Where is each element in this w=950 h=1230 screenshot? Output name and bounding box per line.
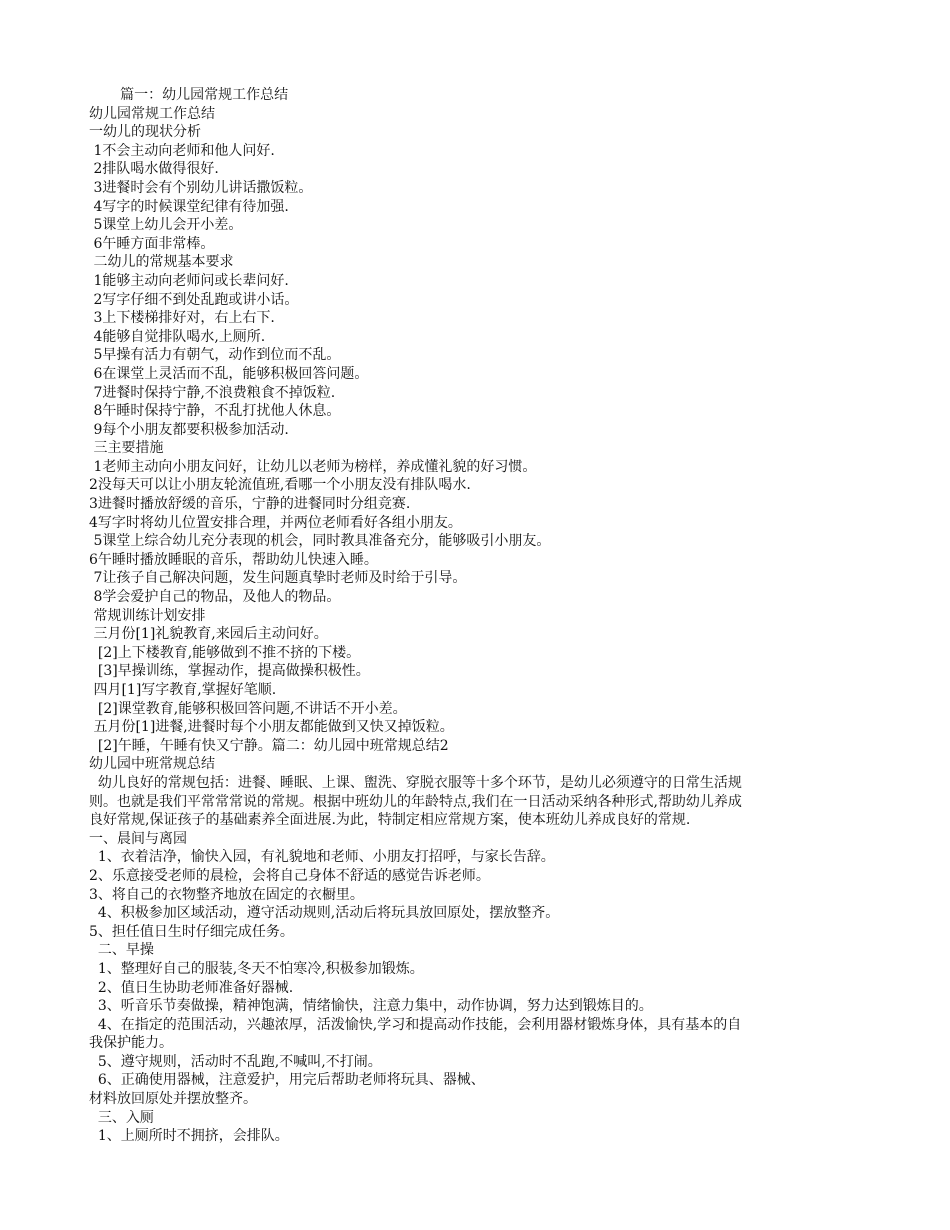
text-line: 三主要措施 [89, 440, 164, 457]
text-line: 篇一：幼儿园常规工作总结 [89, 87, 289, 103]
text-line: 2、乐意接受老师的晨检，会将自己身体不舒适的感觉告诉老师。 [89, 867, 490, 884]
text-line: 五月份[1]进餐,进餐时每个小朋友都能做到又快又掉饭粒。 [89, 719, 454, 736]
text-line: 6、正确使用器械，注意爱护，用完后帮助老师将玩具、器械、 [89, 1072, 485, 1089]
text-line: 7进餐时保持宁静,不浪费粮食不掉饭粒. [89, 384, 336, 401]
text-line: 幼儿园常规工作总结 [89, 105, 215, 122]
text-line: 幼儿园中班常规总结 [89, 756, 215, 773]
text-line: 3、听音乐节奏做操，精神饱满，情绪愉快，注意力集中，动作协调，努力达到锻炼目的。 [89, 998, 653, 1015]
text-line: 四月[1]写字教育,掌握好笔顺. [89, 682, 277, 698]
text-line: 幼儿良好的常规包括：进餐、睡眠、上课、盥洗、穿脱衣服等十多个环节，是幼儿必须遵守的日常生活规 [89, 774, 742, 791]
text-line: 2没每天可以让小朋友轮流值班,看哪一个小朋友没有排队喝水. [89, 477, 471, 494]
text-line: 4能够自觉排队喝水,上厕所. [89, 328, 266, 345]
text-line: 9每个小朋友都要积极参加活动. [89, 421, 289, 438]
text-line: [2]课堂教育,能够积极回答问题,不讲话不开小差。 [89, 700, 407, 717]
text-line: 4、在指定的范围活动，兴趣浓厚，活泼愉快,学习和提高动作技能，会利用器材锻炼身体，具有基本的自 [89, 1016, 742, 1033]
text-line: [2]上下楼教育,能够做到不推不挤的下楼。 [89, 644, 361, 661]
document-body [89, 86, 869, 1146]
text-line: 良好常规,保证孩子的基础素养全面进展.为此，特制定相应常规方案，使本班幼儿养成良好的常规. [89, 812, 691, 829]
text-line: 我保护能力。 [89, 1035, 173, 1052]
text-line: 1老师主动向小朋友问好，让幼儿以老师为榜样，养成懂礼貌的好习惯。 [89, 458, 537, 475]
text-line: 8学会爱护自己的物品，及他人的物品。 [89, 589, 341, 606]
text-line: 5早操有活力有朝气，动作到位而不乱。 [89, 347, 341, 364]
text-line: 1能够主动向老师问或长辈问好. [89, 272, 289, 289]
text-line: 一幼儿的现状分析 [89, 124, 201, 141]
text-line: 1、上厕所时不拥挤，会排队。 [89, 1128, 289, 1145]
text-line: 4写字时将幼儿位置安排合理，并两位老师看好各组小朋友。 [89, 514, 462, 531]
text-line: 则。也就是我们平常常常说的常规。根据中班幼儿的年龄特点,我们在一日活动采纳各种形式,帮助幼儿养成 [89, 793, 742, 810]
text-line: 5、担任值日生时仔细完成任务。 [89, 923, 294, 940]
text-line: 6午睡方面非常棒。 [89, 235, 215, 252]
text-line: 1、整理好自己的服装,冬天不怕寒冷,积极参加锻炼。 [89, 960, 424, 977]
text-line: 1、衣着洁净，愉快入园，有礼貌地和老师、小朋友打招呼，与家长告辞。 [89, 849, 555, 866]
text-line: 三、入厕 [89, 1109, 154, 1126]
text-line: 3进餐时播放舒缓的音乐，宁静的进餐同时分组竞赛. [89, 496, 411, 513]
text-line: 4、积极参加区域活动，遵守活动规则,活动后将玩具放回原处，摆放整齐。 [89, 905, 560, 922]
text-line: 3上下楼梯排好对，右上右下. [89, 310, 275, 327]
text-line: 2、值日生协助老师准备好器械. [89, 979, 294, 996]
text-line: 3进餐时会有个别幼儿讲话撒饭粒。 [89, 179, 313, 196]
text-line: 一、晨间与离园 [89, 830, 187, 847]
text-line: 1不会主动向老师和他人问好. [89, 142, 275, 159]
text-line: 6午睡时播放睡眠的音乐，帮助幼儿快速入睡。 [89, 551, 378, 568]
text-line: 2写字仔细不到处乱跑或讲小话。 [89, 291, 299, 308]
text-line: [2]午睡，午睡有快又宁静。篇二：幼儿园中班常规总结2 [89, 737, 449, 754]
text-line: 2排队喝水做得很好. [89, 161, 219, 178]
text-line: 5、遵守规则，活动时不乱跑,不喊叫,不打闹。 [89, 1053, 382, 1070]
text-line: 8午睡时保持宁静，不乱打扰他人休息。 [89, 403, 341, 420]
text-line: 5课堂上幼儿会开小差。 [89, 217, 243, 234]
text-line: 6在课堂上灵活而不乱，能够积极回答问题。 [89, 365, 369, 382]
text-line: 材料放回原处并摆放整齐。 [89, 1091, 257, 1108]
text-line: [3]早操训练，掌握动作，提高做操积极性。 [89, 663, 370, 680]
text-line: 7让孩子自己解决问题，发生问题真挚时老师及时给于引导。 [89, 570, 467, 587]
text-line: 二、早操 [89, 942, 154, 959]
text-line: 4写字的时候课堂纪律有待加强. [89, 198, 289, 215]
text-line: 5课堂上综合幼儿充分表现的机会，同时教具准备充分，能够吸引小朋友。 [89, 533, 551, 550]
text-line: 3、将自己的衣物整齐地放在固定的衣橱里。 [89, 886, 364, 903]
text-line: 三月份[1]礼貌教育,来园后主动问好。 [89, 626, 328, 643]
text-line: 二幼儿的常规基本要求 [89, 254, 234, 271]
text-line: 常规训练计划安排 [89, 607, 206, 624]
